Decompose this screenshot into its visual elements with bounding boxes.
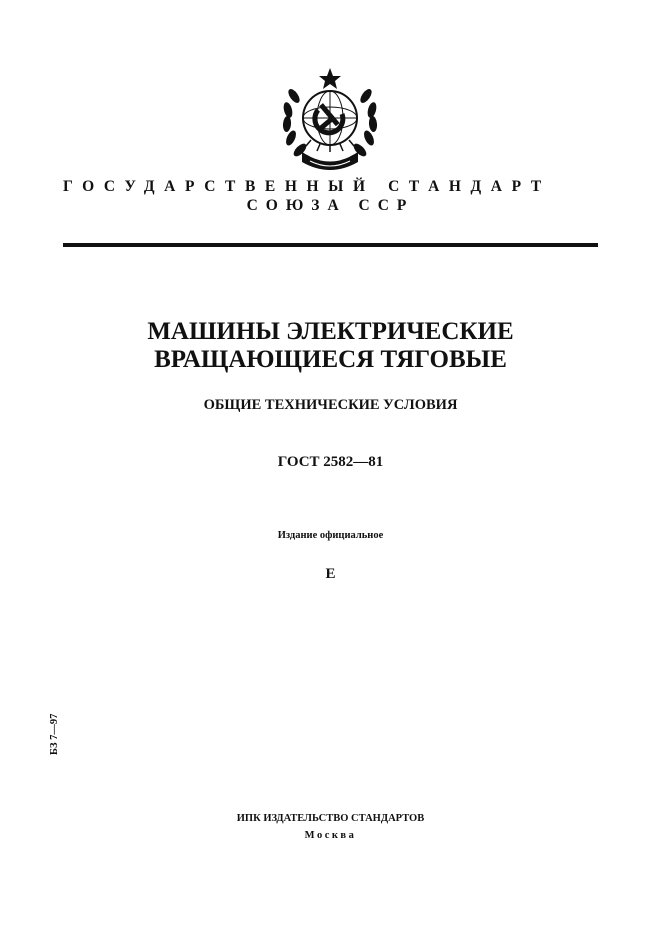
ussr-coat-of-arms-icon	[280, 66, 380, 170]
title-line-1: МАШИНЫ ЭЛЕКТРИЧЕСКИЕ	[147, 318, 514, 345]
publisher-city: Москва	[304, 830, 357, 841]
edition-note: Издание официальное	[277, 530, 384, 541]
document-subtitle: ОБЩИЕ ТЕХНИЧЕСКИЕ УСЛОВИЯ	[203, 397, 458, 413]
edition-letter: Е	[325, 566, 336, 582]
side-code: БЗ 7—97	[49, 713, 60, 755]
standard-code: ГОСТ 2582—81	[277, 454, 384, 470]
header-ussr: СОЮЗА ССР	[246, 197, 415, 214]
header-divider	[63, 243, 598, 247]
publisher: ИПК ИЗДАТЕЛЬСТВО СТАНДАРТОВ	[236, 813, 425, 824]
header-state-standard: ГОСУДАРСТВЕННЫЙ СТАНДАРТ	[63, 178, 551, 195]
document-title	[0, 318, 661, 374]
title-line-2: ВРАЩАЮЩИЕСЯ ТЯГОВЫЕ	[154, 346, 507, 373]
